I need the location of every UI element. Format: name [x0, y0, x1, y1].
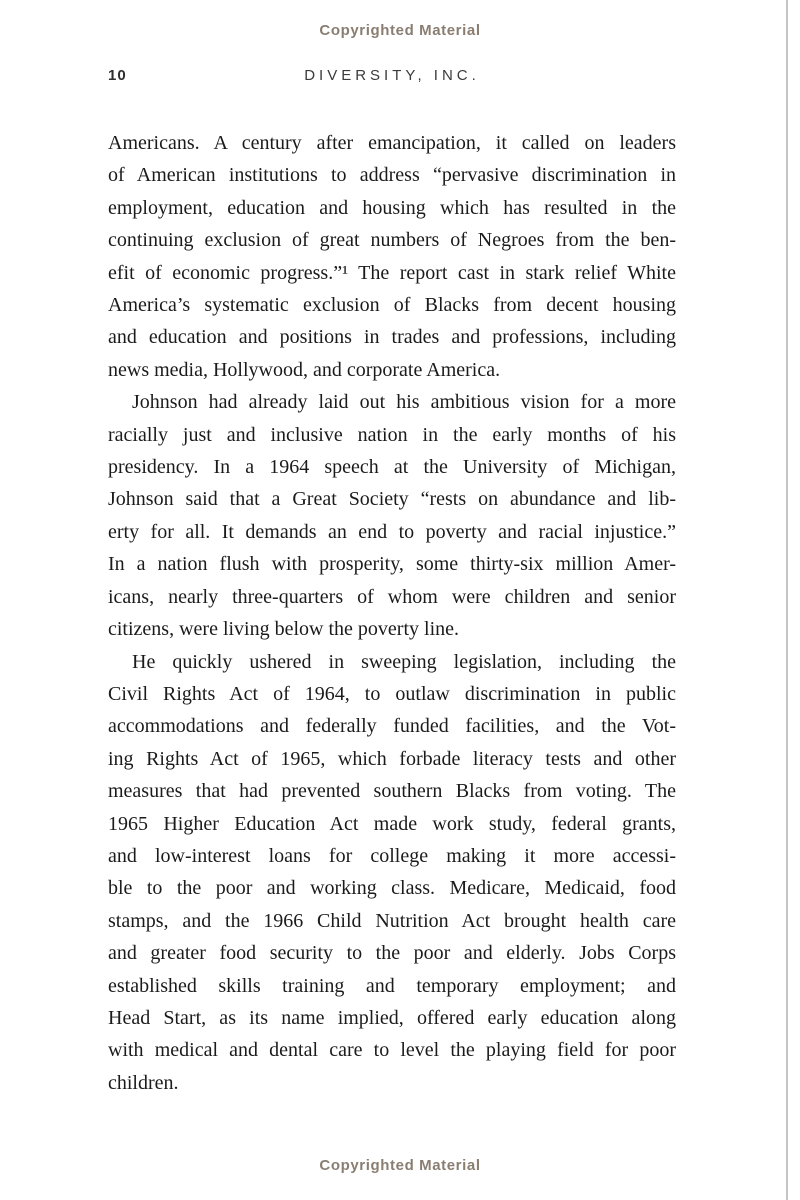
page-header	[108, 67, 676, 87]
text-line: presidency. In a 1964 speech at the University of Michigan,	[108, 456, 676, 479]
text-line: children.	[108, 1071, 179, 1094]
text-line: of American institutions to address “pervasive discrimination in	[108, 164, 676, 187]
text-line: Head Start, as its name implied, offered early education along	[108, 1006, 676, 1029]
text-line: news media, Hollywood, and corporate America.	[108, 358, 501, 381]
text-line: accommodations and federally funded facilities, and the Vot-	[108, 715, 676, 738]
text-line: In a nation flush with prosperity, some thirty-six million Amer-	[108, 553, 676, 576]
text-line: Johnson had already laid out his ambitious vision for a more	[132, 391, 676, 414]
text-line: continuing exclusion of great numbers of Negroes from the ben-	[108, 229, 676, 252]
copyright-notice-top: Copyrighted Material	[319, 22, 481, 39]
text-line: Johnson said that a Great Society “rests on abundance and lib-	[108, 488, 676, 511]
body-text	[108, 127, 676, 1099]
text-line: measures that had prevented southern Blacks from voting. The	[108, 780, 676, 803]
text-line: ing Rights Act of 1965, which forbade literacy tests and other	[108, 747, 676, 770]
text-line: icans, nearly three-quarters of whom were children and senior	[108, 585, 676, 608]
text-line: 1965 Higher Education Act made work study, federal grants,	[108, 812, 676, 835]
text-line: established skills training and temporary employment; and	[108, 974, 676, 997]
text-line: and low-interest loans for college making it more accessi-	[108, 844, 676, 867]
text-line: efit of economic progress.”¹ The report cast in stark relief White	[108, 261, 676, 284]
text-line: and greater food security to the poor and elderly. Jobs Corps	[108, 942, 676, 965]
text-line: and education and positions in trades and professions, including	[108, 326, 676, 349]
text-line: stamps, and the 1966 Child Nutrition Act brought health care	[108, 909, 676, 932]
text-line: racially just and inclusive nation in the early months of his	[108, 423, 676, 446]
running-head: DIVERSITY, INC.	[304, 67, 480, 84]
text-line: America’s systematic exclusion of Blacks from decent housing	[108, 294, 676, 317]
copyright-notice-bottom: Copyrighted Material	[319, 1157, 481, 1174]
text-line: erty for all. It demands an end to poverty and racial injustice.”	[108, 520, 676, 543]
text-line: employment, education and housing which has resulted in the	[108, 196, 676, 219]
text-line: Civil Rights Act of 1964, to outlaw discrimination in public	[108, 682, 676, 705]
page-number: 10	[108, 67, 127, 84]
text-line: ble to the poor and working class. Medicare, Medicaid, food	[108, 877, 676, 900]
text-line: citizens, were living below the poverty line.	[108, 618, 460, 641]
page-edge-line	[786, 0, 788, 1200]
text-line: Americans. A century after emancipation, it called on leaders	[108, 132, 676, 154]
text-line: with medical and dental care to level the playing field for poor	[108, 1039, 676, 1062]
text-line: He quickly ushered in sweeping legislation, including the	[132, 650, 676, 673]
